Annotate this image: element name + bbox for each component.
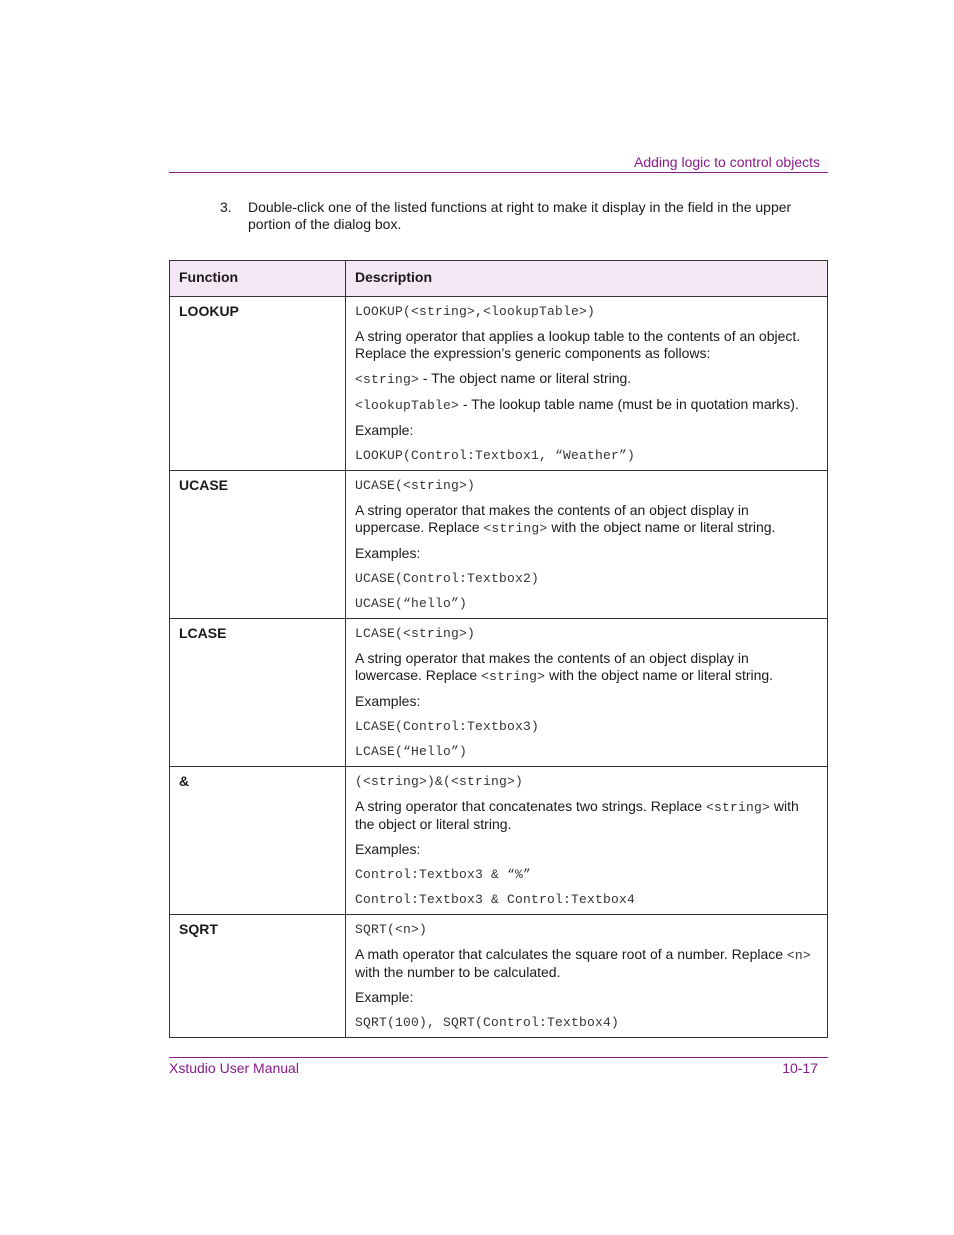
function-description [346, 767, 828, 915]
running-header: Adding logic to control objects [634, 154, 820, 170]
example-code: Control:Textbox3 & “%” [355, 867, 532, 882]
parameter-line [355, 370, 818, 388]
description-pre: A string operator that concatenates two strings. Replace [355, 798, 706, 814]
description-code: <n> [786, 948, 811, 963]
description-pre: A math operator that calculates the square root of a number. Replace [355, 946, 787, 962]
parameter-text: - The object name or literal string. [419, 370, 632, 386]
description-code: <string> [483, 521, 548, 536]
description-text: A string operator that applies a lookup table to the contents of an object. Replace the expression’s generic components as follows: [355, 328, 801, 361]
column-header-description: Description [346, 261, 828, 297]
description-code: <string> [705, 800, 770, 815]
description-post: with the object name or literal string. [547, 519, 776, 535]
description-pre: A string operator that makes the contents of an object display in uppercase. Replace [355, 502, 749, 535]
function-name: LOOKUP [170, 297, 346, 471]
syntax: UCASE(<string>) [355, 478, 476, 493]
example-code: LCASE(Control:Textbox3) [355, 719, 540, 734]
footer-manual-title: Xstudio User Manual [169, 1060, 299, 1076]
parameter-line [355, 396, 818, 414]
example-label: Example: [355, 989, 414, 1005]
description-text [355, 650, 818, 685]
example-code: UCASE(Control:Textbox2) [355, 571, 540, 586]
example-label: Examples: [355, 841, 421, 857]
parameter-code: <string> [355, 372, 420, 387]
table-row [170, 619, 828, 767]
description-post: with the number to be calculated. [355, 964, 561, 980]
function-description [346, 471, 828, 619]
function-description [346, 619, 828, 767]
header-divider [169, 172, 828, 173]
footer-page-number: 10-17 [782, 1060, 818, 1076]
description-post: with the object or literal string. [355, 798, 799, 832]
table-row [170, 767, 828, 915]
syntax: LCASE(<string>) [355, 626, 476, 641]
example-label: Examples: [355, 693, 421, 709]
example-code: Control:Textbox3 & Control:Textbox4 [355, 892, 636, 907]
function-table [169, 260, 828, 1038]
syntax: SQRT(<n>) [355, 922, 428, 937]
function-name: UCASE [170, 471, 346, 619]
syntax: (<string>)&(<string>) [355, 774, 524, 789]
column-header-function: Function [170, 261, 346, 297]
syntax: LOOKUP(<string>,<lookupTable>) [355, 304, 596, 319]
function-name: & [170, 767, 346, 915]
description-code: <string> [481, 669, 546, 684]
parameter-text: - The lookup table name (must be in quotation marks). [459, 396, 799, 412]
description-text [355, 946, 818, 981]
description-text [355, 502, 818, 537]
description-pre: A string operator that makes the contents of an object display in lowercase. Replace [355, 650, 749, 683]
table-row [170, 915, 828, 1038]
example-label: Example: [355, 422, 414, 438]
footer-divider [169, 1057, 828, 1058]
step-text: Double-click one of the listed functions at right to make it display in the field in the upper portion of the dialog box. [248, 199, 792, 232]
example-code: SQRT(100), SQRT(Control:Textbox4) [355, 1015, 620, 1030]
example-code: UCASE(“hello”) [355, 596, 468, 611]
function-name: LCASE [170, 619, 346, 767]
step-number: 3. [220, 199, 232, 215]
example-code: LOOKUP(Control:Textbox1, “Weather”) [355, 448, 636, 463]
parameter-code: <lookupTable> [355, 398, 460, 413]
description-post: with the object name or literal string. [545, 667, 774, 683]
description-text [355, 798, 818, 833]
table-header-row [170, 261, 828, 297]
example-code: LCASE(“Hello”) [355, 744, 468, 759]
example-label: Examples: [355, 545, 421, 561]
table-row [170, 297, 828, 471]
function-description [346, 297, 828, 471]
function-name: SQRT [170, 915, 346, 1038]
function-description [346, 915, 828, 1038]
table-row [170, 471, 828, 619]
